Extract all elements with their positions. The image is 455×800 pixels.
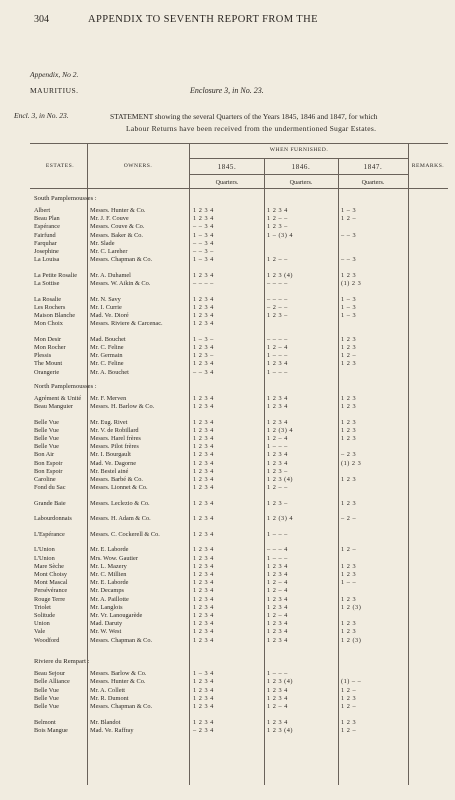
quarters-1847-cell: 1 2 – — [341, 686, 357, 694]
estate-cell: Belle Vue — [34, 686, 59, 694]
owner-cell: Messrs. H. Adam & Co. — [90, 515, 151, 523]
quarters-1845-cell: 1 2 3 4 — [193, 426, 214, 434]
quarters-1846-cell: 1 – – – — [267, 443, 288, 451]
estate-cell: Belle Vue — [34, 694, 59, 702]
col-when-header: WHEN FURNISHED. — [269, 147, 329, 153]
quarters-1846-cell: 1 2 3 4 — [267, 207, 288, 214]
quarters-1847-cell: 1 2 3 — [341, 271, 357, 279]
quarters-1847-cell: 1 2 3 — [341, 620, 357, 628]
owner-cell: Messrs. Barbé & Co. — [90, 475, 143, 483]
owner-cell: Messrs. Leclezio & Co. — [90, 499, 150, 507]
section-title: Riviere du Rempart : — [34, 658, 90, 666]
quarters-1845-cell: 1 2 3 4 — [193, 562, 214, 570]
section-title: South Pamplemousses : — [34, 195, 97, 202]
owner-cell: Mad. Ve. Dagorne — [90, 459, 137, 467]
quarters-1847-cell: 1 2 3 — [341, 562, 357, 570]
quarters-1846-cell: 1 2 (3) 4 — [267, 426, 294, 434]
owner-cell: Mr. Blandot — [90, 718, 121, 726]
quarters-1846-cell: 1 2 3 – — [267, 467, 288, 475]
owner-cell: Messrs. Couve & Co. — [90, 223, 145, 231]
estate-cell: Bon Espoir — [34, 459, 63, 467]
header-bottom-rule — [30, 188, 448, 189]
estate-cell: Fond du Sac — [34, 484, 66, 492]
quarters-1846-cell: 1 2 – 4 — [267, 587, 288, 595]
quarters-1846-cell: 1 – – – — [267, 530, 288, 538]
quarters-1845-cell: 1 2 3 4 — [193, 620, 214, 628]
estate-cell: Beau Plan — [34, 215, 60, 223]
labour-returns-table — [30, 143, 448, 785]
quarters-1846-cell: – 2 – – — [267, 303, 288, 311]
quarters-label-1845: Quarters. — [215, 179, 239, 186]
quarters-1847-cell: 1 2 3 — [341, 360, 357, 368]
quarters-1846-cell: 1 2 3 4 — [267, 418, 288, 426]
owner-cell: Mad. Ve. Dioré — [90, 311, 129, 319]
quarters-1847-cell: – 2 – — [341, 515, 357, 523]
quarters-1846-cell: 1 2 3 4 — [267, 620, 288, 628]
quarters-1846-cell: 1 2 – 4 — [267, 434, 288, 442]
owner-cell: Mr. C. Feline — [90, 343, 124, 351]
quarters-1846-cell: 1 2 3 4 — [267, 603, 288, 611]
estate-cell: Mare Sèche — [34, 562, 64, 570]
quarters-1847-cell: 1 2 3 — [341, 335, 357, 343]
estate-cell: Belle Vue — [34, 434, 59, 442]
quarters-1847-cell: 1 – 3 — [341, 311, 357, 319]
quarters-1845-cell: 1 2 3 4 — [193, 271, 214, 279]
quarters-1845-cell: 1 2 3 4 — [193, 418, 214, 426]
owner-cell: Mr. E. Laborde — [90, 579, 129, 587]
quarters-1845-cell: 1 2 3 4 — [193, 628, 214, 636]
col-sep-owners — [189, 143, 190, 785]
quarters-1845-cell: 1 – 3 – — [193, 335, 214, 343]
quarters-1847-cell: (1) – – — [341, 678, 362, 686]
estate-cell: Mont Choisy — [34, 571, 68, 579]
owner-cell: Mr. L. Mazery — [90, 562, 127, 570]
quarters-1845-cell: 1 2 3 4 — [193, 515, 214, 523]
owner-cell: Messrs. W. Aikin & Co. — [90, 279, 151, 287]
estate-cell: L'Union — [34, 546, 55, 554]
quarters-1846-cell: 1 – – – — [267, 352, 288, 360]
owner-cell: Messrs. Riviere & Carcenac. — [90, 320, 163, 328]
estate-cell: Belle Alliance — [34, 678, 70, 686]
owner-cell: Messrs. Chapman & Co. — [90, 256, 153, 264]
quarters-1846-cell: 1 2 3 – — [267, 499, 288, 507]
quarters-1845-cell: 1 2 3 4 — [193, 303, 214, 311]
quarters-1847-cell: 1 2 3 — [341, 718, 357, 726]
estate-cell: La Louisa — [34, 256, 60, 264]
quarters-1845-cell: 1 2 3 4 — [193, 484, 214, 492]
quarters-1845-cell: 1 2 3 4 — [193, 595, 214, 603]
appendix-label: Appendix, No 2. — [30, 70, 79, 79]
quarters-1845-cell: 1 2 3 4 — [193, 402, 214, 410]
table-top-rule — [30, 143, 448, 144]
page-number: 304 — [34, 14, 49, 25]
estate-cell: Maison Blanche — [34, 311, 76, 319]
estate-cell: L'Union — [34, 554, 55, 562]
estate-cell: Belle Vue — [34, 418, 59, 426]
quarters-1847-cell: 1 2 3 — [341, 694, 357, 702]
section-title: North Pamplemousses : — [34, 382, 97, 390]
statement-lead: STATEMENT showing the several Quarters of the Years 1845, 1846 and 1847, for which — [110, 112, 378, 121]
owner-cell: Mad. Bouchet — [90, 335, 126, 343]
col-owners-header: OWNERS. — [123, 163, 153, 169]
estate-cell: Plessis — [34, 352, 52, 360]
quarters-1846-cell: 1 2 – – — [267, 256, 288, 264]
owner-cell: Messrs. Pilot frères — [90, 443, 139, 451]
estate-cell: Vale — [34, 628, 46, 636]
quarters-1846-cell: 1 2 3 (4) — [267, 678, 294, 686]
quarters-1846-cell: 1 – – – — [267, 554, 288, 562]
estate-cell: Solitude — [34, 612, 55, 620]
quarters-1847-cell: – 2 3 — [341, 451, 357, 459]
quarters-1847-cell: 1 2 – — [341, 546, 357, 554]
estate-cell: Labourdonnais — [34, 515, 72, 523]
quarters-1846-cell: 1 2 – 4 — [267, 343, 288, 351]
quarters-1846-cell: 1 – (3) 4 — [267, 231, 294, 239]
owner-cell: Mr. A. Bouchet — [90, 368, 129, 376]
quarters-1846-cell: 1 2 3 4 — [267, 628, 288, 636]
quarters-1845-cell: 1 2 3 4 — [193, 530, 214, 538]
quarters-1845-cell: 1 2 3 4 — [193, 718, 214, 726]
quarters-1845-cell: 1 – 3 4 — [193, 670, 214, 678]
owner-cell: Messrs. Chapman & Co. — [90, 636, 153, 644]
quarters-1847-cell: 1 2 – — [341, 726, 357, 734]
quarters-1845-cell: 1 2 3 4 — [193, 215, 214, 223]
owner-cell: Messrs. Barlow & Co. — [90, 670, 147, 678]
quarters-1846-cell: 1 2 3 4 — [267, 562, 288, 570]
quarters-1846-cell: 1 2 3 4 — [267, 459, 288, 467]
quarters-1846-cell: 1 2 – – — [267, 215, 288, 223]
quarters-1845-cell: 1 2 3 4 — [193, 612, 214, 620]
estate-cell: Beau Manguier — [34, 402, 73, 410]
quarters-1845-cell: 1 2 3 4 — [193, 678, 214, 686]
quarters-1845-cell: 1 2 3 4 — [193, 467, 214, 475]
estate-cell: Mon Rocher — [34, 343, 66, 351]
estate-cell: Belle Vue — [34, 443, 59, 451]
estate-cell: Beau Sejour — [34, 670, 65, 678]
quarters-1846-cell: 1 2 3 4 — [267, 360, 288, 368]
quarters-1846-cell: 1 2 3 4 — [267, 451, 288, 459]
quarters-1847-cell: 1 2 3 — [341, 402, 357, 410]
quarters-1846-cell: 1 2 3 4 — [267, 694, 288, 702]
quarters-1847-cell: 1 2 3 — [341, 394, 357, 402]
quarters-1847-cell: 1 2 3 — [341, 595, 357, 603]
quarters-1846-cell: 1 2 – 4 — [267, 703, 288, 711]
quarters-1845-cell: 1 2 3 4 — [193, 475, 214, 483]
statement-heading — [110, 111, 440, 135]
quarters-1845-cell: 1 2 3 4 — [193, 434, 214, 442]
owner-cell: Messrs. Lionnet & Co. — [90, 484, 148, 492]
owner-cell: Mr. Decamps — [90, 587, 124, 595]
owner-cell: Mr. W. West — [90, 628, 122, 636]
owner-cell: Mr. V. de Robillard — [90, 426, 139, 434]
quarters-1845-cell: 1 2 3 4 — [193, 703, 214, 711]
quarters-1845-cell: 1 2 3 4 — [193, 571, 214, 579]
quarters-1846-cell: 1 2 3 (4) — [267, 475, 294, 483]
quarters-1845-cell: 1 2 3 4 — [193, 603, 214, 611]
quarters-1845-cell: 1 2 3 4 — [193, 546, 214, 554]
owner-cell: Mr. A. Duhamel — [90, 271, 131, 279]
quarters-1845-cell: 1 2 3 4 — [193, 451, 214, 459]
owner-cell: Mr. A. Paillotte — [90, 595, 129, 603]
estate-cell: The Mount — [34, 360, 63, 368]
owner-cell: Mr. Slade — [90, 239, 115, 247]
years-under-rule — [190, 174, 408, 175]
quarters-1847-cell: (1) 2 3 — [341, 279, 362, 287]
quarters-1846-cell: 1 2 3 – — [267, 311, 288, 319]
owner-cell: Mr. I. Currie — [90, 303, 122, 311]
quarters-1847-cell: – – 3 — [341, 231, 357, 239]
estate-cell: Fairfund — [34, 231, 56, 239]
quarters-1847-cell: 1 – 3 — [341, 207, 357, 214]
quarters-1845-cell: 1 2 3 4 — [193, 636, 214, 644]
estate-cell: Les Rochers — [34, 303, 66, 311]
quarters-1846-cell: 1 2 3 (4) — [267, 726, 294, 734]
quarters-1845-cell: 1 2 3 4 — [193, 443, 214, 451]
estate-cell: Mon Choix — [34, 320, 63, 328]
quarters-1847-cell: 1 2 3 — [341, 499, 357, 507]
quarters-1846-cell: 1 – – – — [267, 670, 288, 678]
quarters-1845-cell: 1 2 3 4 — [193, 311, 214, 319]
quarters-1845-cell: – – 3 4 — [193, 239, 214, 247]
quarters-1847-cell: 1 2 – — [341, 215, 357, 223]
owner-cell: Mr. R. Dumont — [90, 694, 129, 702]
owner-cell: Messrs. Chapman & Co. — [90, 703, 153, 711]
owner-cell: Messrs. C. Cockerell & Co. — [90, 530, 160, 538]
owner-cell: Messrs. Hunter & Co. — [90, 207, 146, 214]
owner-cell: Mr. Vr. Lanougarède — [90, 612, 143, 620]
quarters-1845-cell: 1 2 3 4 — [193, 360, 214, 368]
report-title: APPENDIX TO SEVENTH REPORT FROM THE — [88, 14, 318, 25]
owner-cell: Mad. Ve. Raffray — [90, 726, 134, 734]
owner-cell: Mr. Bestel ainé — [90, 467, 129, 475]
quarters-1846-cell: 1 – – – — [267, 368, 288, 376]
estate-cell: La Petite Rosalie — [34, 271, 78, 279]
quarters-1845-cell: 1 2 3 4 — [193, 587, 214, 595]
quarters-1846-cell: – – – – — [267, 279, 288, 287]
quarters-1847-cell: 1 – – — [341, 579, 357, 587]
estate-cell: Persévérance — [34, 587, 68, 595]
owner-cell: Mr. J. F. Couve — [90, 215, 129, 223]
quarters-1846-cell: 1 2 3 4 — [267, 686, 288, 694]
quarters-1845-cell: – 2 3 4 — [193, 726, 214, 734]
quarters-1845-cell: – – 3 – — [193, 248, 214, 255]
estate-cell: Belmont — [34, 718, 56, 726]
quarters-1845-cell: – – 3 4 — [193, 368, 214, 376]
quarters-1846-cell: 1 2 3 – — [267, 223, 288, 231]
quarters-1846-cell: 1 2 3 4 — [267, 571, 288, 579]
col-remarks-header: REMARKS. — [411, 163, 445, 169]
quarters-1845-cell: 1 2 3 4 — [193, 499, 214, 507]
quarters-1846-cell: 1 2 3 4 — [267, 718, 288, 726]
year-1846: 1846. — [291, 163, 311, 171]
col-sep-1846 — [338, 158, 339, 785]
owner-cell: Mad. Daruty — [90, 620, 123, 628]
quarters-1847-cell: (1) 2 3 — [341, 459, 362, 467]
col-sep-estates — [87, 143, 88, 785]
quarters-1847-cell: 1 2 3 — [341, 475, 357, 483]
quarters-1847-cell: – – 3 — [341, 256, 357, 264]
owner-cell: Messrs. Baker & Co. — [90, 231, 143, 239]
col-sep-remarks — [408, 143, 409, 785]
quarters-1846-cell: 1 2 – – — [267, 484, 288, 492]
statement-line2: Labour Returns have been received from the undermentioned Sugar Estates. — [126, 124, 377, 133]
quarters-1845-cell: – – 3 4 — [193, 223, 214, 231]
owner-cell: Mr. Langlois — [90, 603, 123, 611]
quarters-1847-cell: 1 2 (3) — [341, 636, 362, 644]
quarters-1846-cell: – – – – — [267, 335, 288, 343]
estate-cell: Woodford — [34, 636, 60, 644]
owner-cell: Mr. A. Collett — [90, 686, 125, 694]
col-estates-header: ESTATES. — [45, 163, 75, 169]
quarters-1845-cell: 1 2 3 4 — [193, 295, 214, 303]
quarters-1846-cell: – – – 4 — [267, 546, 288, 554]
colony-label: MAURITIUS. — [30, 86, 79, 95]
quarters-1846-cell: 1 2 (3) 4 — [267, 515, 294, 523]
quarters-label-1846: Quarters. — [289, 179, 313, 186]
estate-cell: L'Espérance — [34, 530, 65, 538]
quarters-1845-cell: 1 2 3 4 — [193, 394, 214, 402]
owner-cell: Mrs. Wow. Gautier — [90, 554, 138, 562]
quarters-1846-cell: 1 2 3 (4) — [267, 271, 294, 279]
quarters-1847-cell: 1 2 3 — [341, 343, 357, 351]
estate-cell: Albert — [34, 207, 51, 214]
estate-cell: Farquhar — [34, 239, 57, 247]
owner-cell: Mr. Eug. Rivet — [90, 418, 128, 426]
quarters-1847-cell: 1 2 (3) — [341, 603, 362, 611]
quarters-1846-cell: 1 2 – 4 — [267, 612, 288, 620]
estate-cell: Espérance — [34, 223, 60, 231]
owner-cell: Mr. F. Merven — [90, 394, 127, 402]
quarters-1847-cell: 1 2 3 — [341, 571, 357, 579]
quarters-1847-cell: 1 2 3 — [341, 434, 357, 442]
quarters-1845-cell: – – – – — [193, 279, 214, 287]
quarters-1845-cell: 1 2 3 4 — [193, 694, 214, 702]
owner-cell: Messrs. Hunter & Co. — [90, 678, 146, 686]
quarters-1845-cell: 1 – 3 4 — [193, 256, 214, 264]
year-1845: 1845. — [217, 163, 237, 171]
owner-cell: Messrs. H. Barlow & Co. — [90, 402, 155, 410]
quarters-1847-cell: 1 2 – — [341, 703, 357, 711]
quarters-1845-cell: 1 2 3 4 — [193, 207, 214, 214]
estate-cell: Bois Mangue — [34, 726, 68, 734]
estate-cell: Orangerie — [34, 368, 60, 376]
estate-cell: Mont Mascal — [34, 579, 68, 587]
owner-cell: Mr. C. Lareher — [90, 248, 128, 255]
estate-cell: Bon Espoir — [34, 467, 63, 475]
estate-cell: Rouge Terre — [34, 595, 66, 603]
owner-cell: Mr. I. Bourgault — [90, 451, 131, 459]
running-header — [0, 14, 455, 28]
quarters-1845-cell: 1 2 3 4 — [193, 320, 214, 328]
estate-cell: Bon Air — [34, 451, 55, 459]
owner-cell: Mr. Germain — [90, 352, 123, 360]
estate-cell: Belle Vue — [34, 426, 59, 434]
estate-cell: Caroline — [34, 475, 56, 483]
estate-cell: Belle Vue — [34, 703, 59, 711]
quarters-1845-cell: 1 2 3 4 — [193, 554, 214, 562]
quarters-1845-cell: 1 2 3 4 — [193, 686, 214, 694]
quarters-1847-cell: 1 2 3 — [341, 628, 357, 636]
when-under-rule — [190, 158, 408, 159]
estate-cell: Josephine — [34, 248, 59, 255]
estate-cell: Union — [34, 620, 50, 628]
estate-cell: La Sottise — [34, 279, 60, 287]
quarters-1845-cell: 1 2 3 4 — [193, 343, 214, 351]
quarters-1847-cell: 1 2 – — [341, 352, 357, 360]
estate-cell: Mon Desir — [34, 335, 62, 343]
quarters-1846-cell: 1 2 3 4 — [267, 636, 288, 644]
enclosure-title: Enclosure 3, in No. 23. — [190, 86, 264, 95]
quarters-1847-cell: 1 2 3 — [341, 426, 357, 434]
quarters-1845-cell: 1 – 3 4 — [193, 231, 214, 239]
owner-cell: Mr. N. Savy — [90, 295, 121, 303]
enclosure-side-label: Encl. 3, in No. 23. — [14, 111, 69, 120]
estate-cell: Agrément & Unité — [34, 394, 82, 402]
owner-cell: Mr. C. Millien — [90, 571, 127, 579]
col-sep-1845 — [264, 158, 265, 785]
quarters-1847-cell: 1 – 3 — [341, 303, 357, 311]
quarters-1846-cell: 1 2 3 4 — [267, 595, 288, 603]
quarters-1845-cell: 1 2 3 – — [193, 352, 214, 360]
quarters-1846-cell: 1 2 3 4 — [267, 402, 288, 410]
estate-cell: La Rosalie — [34, 295, 62, 303]
quarters-1847-cell: 1 2 3 — [341, 418, 357, 426]
owner-cell: Mr. E. Laborde — [90, 546, 129, 554]
owner-cell: Messrs. Harel frères — [90, 434, 141, 442]
year-1847: 1847. — [363, 163, 383, 171]
estate-cell: Grande Baie — [34, 499, 66, 507]
owner-cell: Mr. C. Feline — [90, 360, 124, 368]
quarters-1846-cell: 1 2 3 4 — [267, 394, 288, 402]
quarters-1847-cell: 1 – 3 — [341, 295, 357, 303]
quarters-1845-cell: 1 2 3 4 — [193, 459, 214, 467]
quarters-label-1847: Quarters. — [361, 179, 385, 186]
quarters-1846-cell: – – – – — [267, 295, 288, 303]
quarters-1846-cell: 1 2 – 4 — [267, 579, 288, 587]
estate-cell: Triolet — [34, 603, 51, 611]
quarters-1845-cell: 1 2 3 4 — [193, 579, 214, 587]
